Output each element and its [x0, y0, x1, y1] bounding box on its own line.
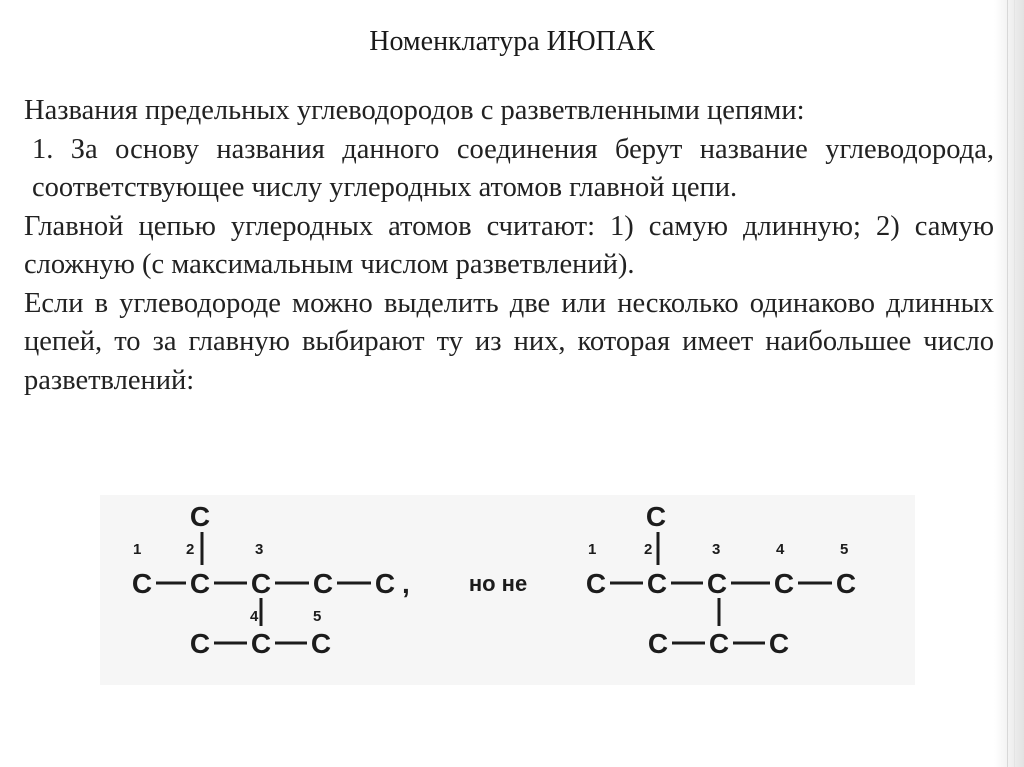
atom-carbon: C: [645, 501, 667, 532]
slide-edge-line: [1007, 0, 1008, 767]
body-text: [24, 92, 994, 400]
main-chain-paragraph: Главной цепью углеродных атомов считают: 1) самую длинную; 2) самую сложную (с максимальным числом разветвлений).: [24, 210, 994, 280]
atom-number: 1: [588, 541, 597, 558]
atom-carbon: C: [189, 628, 211, 659]
atom-carbon: C: [310, 628, 332, 659]
atom-carbon: C: [189, 568, 211, 599]
atom-number: 2: [644, 541, 653, 558]
rule-1-paragraph: 1. За основу названия данного соединения берут название углеводорода, соответствующее числу углеродных атомов главной цепи.: [32, 133, 994, 203]
conjunction-label: но не: [468, 571, 528, 596]
atom-number: 3: [255, 541, 264, 558]
structural-formulas-svg: [100, 495, 915, 685]
atom-number: 5: [313, 608, 322, 625]
atom-carbon: C: [585, 568, 607, 599]
atom-carbon: C: [773, 568, 795, 599]
atom-carbon: C: [374, 568, 396, 599]
slide-edge-line: [1014, 0, 1015, 767]
atom-carbon: C: [189, 501, 211, 532]
atom-number: 2: [186, 541, 195, 558]
atom-carbon: C: [768, 628, 790, 659]
left-structure: [132, 501, 410, 659]
atom-carbon: C: [706, 568, 728, 599]
comma: ,: [402, 568, 410, 599]
atom-number: 3: [712, 541, 721, 558]
structural-formula-figure: [100, 495, 915, 685]
page-title: Номенклатура ИЮПАК: [369, 26, 655, 57]
atom-carbon: C: [250, 628, 272, 659]
atom-carbon: C: [708, 628, 730, 659]
section-heading: Названия предельных углеводородов с разветвленными цепями:: [24, 95, 805, 126]
atom-carbon: C: [647, 628, 669, 659]
atom-carbon: C: [312, 568, 334, 599]
slide-edge: [994, 0, 1024, 767]
atom-number: 4: [250, 608, 259, 625]
atom-carbon: C: [131, 568, 153, 599]
atom-carbon: C: [835, 568, 857, 599]
atom-number: 4: [776, 541, 785, 558]
right-structure: [586, 501, 856, 659]
atom-number: 1: [133, 541, 142, 558]
atom-number: 5: [840, 541, 849, 558]
equal-chains-paragraph: Если в углеводороде можно выделить две или несколько одинаково длинных цепей, то за главную выбирают ту из них, которая имеет наибольшее число разветвлений:: [24, 287, 994, 396]
atom-carbon: C: [646, 568, 668, 599]
atom-carbon: C: [250, 568, 272, 599]
